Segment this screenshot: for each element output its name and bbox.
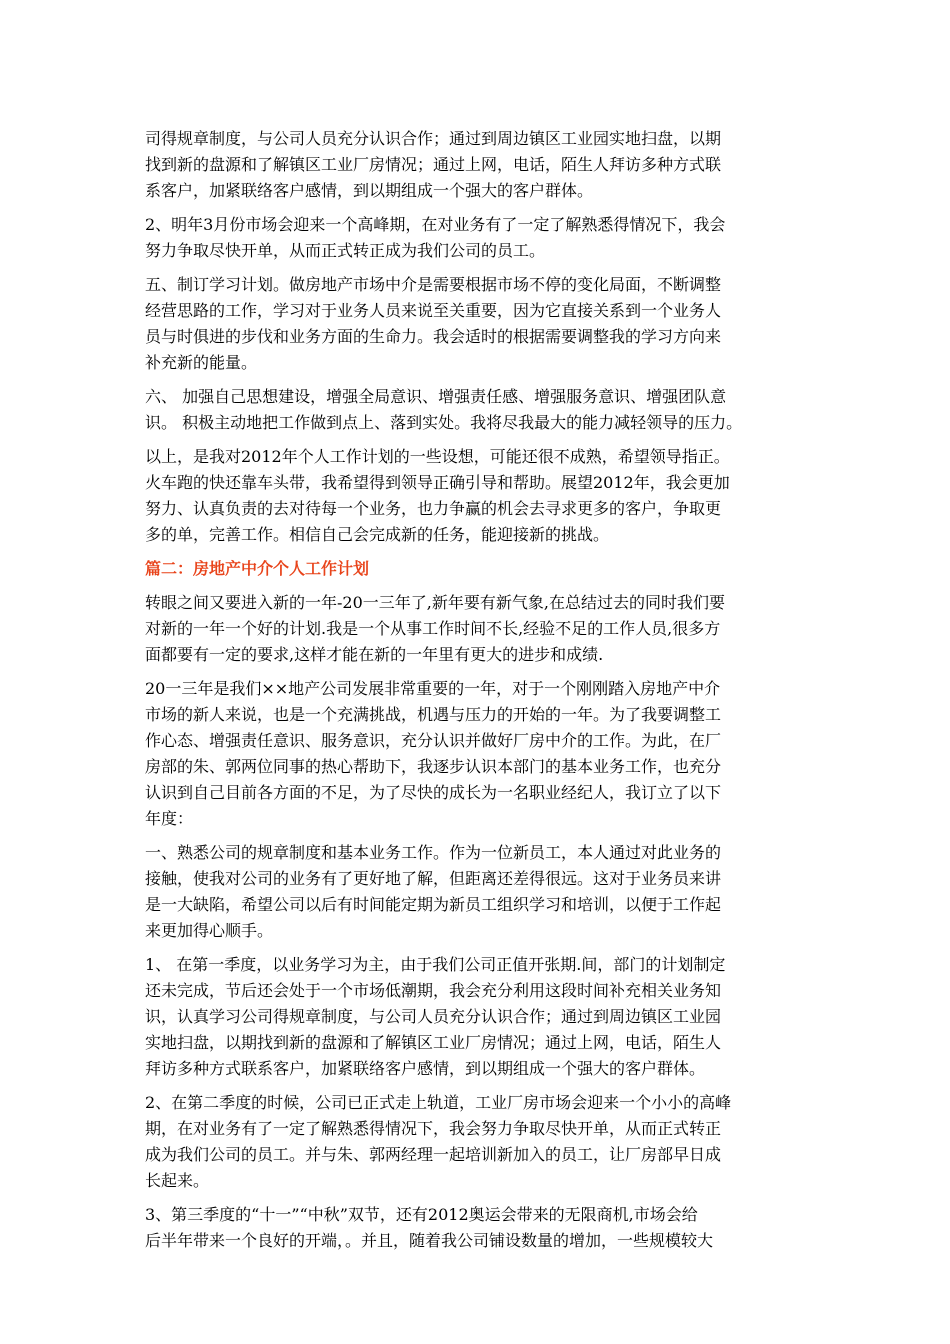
text-line: 对新的一年一个好的计划.我是一个从事工作时间不长,经验不足的工作人员,很多方 <box>145 619 721 638</box>
text-line: 房部的朱、郭两位同事的热心帮助下，我逐步认识本部门的基本业务工作，也充分 <box>145 757 722 776</box>
paragraph <box>145 126 811 204</box>
section-heading <box>145 556 811 582</box>
text-line: 多的单，完善工作。相信自己会完成新的任务，能迎接新的挑战。 <box>145 525 610 544</box>
paragraph <box>145 444 811 548</box>
text-line: 补充新的能量。 <box>145 353 258 372</box>
heading-text: 篇二：房地产中介个人工作计划 <box>145 559 370 578</box>
text-line: 识，认真学习公司得规章制度，与公司人员充分认识合作；通过到周边镇区工业园 <box>145 1007 722 1026</box>
text-line: 成为我们公司的员工。并与朱、郭两经理一起培训新加入的员工，让厂房部早日成 <box>145 1145 722 1164</box>
text-line: 一、熟悉公司的规章制度和基本业务工作。作为一位新员工，本人通过对此业务的 <box>145 843 722 862</box>
paragraph <box>145 840 811 944</box>
text-line: 转眼之间又要进入新的一年-20一三年了,新年要有新气象,在总结过去的同时我们要 <box>145 593 725 612</box>
paragraph <box>145 952 811 1082</box>
text-line: 六、 加强自己思想建设，增强全局意识、增强责任感、增强服务意识、增强团队意 <box>145 387 727 406</box>
paragraph <box>145 212 811 264</box>
text-line: 经营思路的工作，学习对于业务人员来说至关重要，因为它直接关系到一个业务人 <box>145 301 722 320</box>
text-line: 2、在第二季度的时候，公司已正式走上轨道，工业厂房市场会迎来一个小小的高峰 <box>145 1093 732 1112</box>
text-line: 面都要有一定的要求,这样才能在新的一年里有更大的进步和成绩. <box>145 645 604 664</box>
paragraph <box>145 1090 811 1194</box>
text-line: 后半年带来一个良好的开端，。并且，随着我公司铺设数量的增加，一些规模较大 <box>145 1231 714 1250</box>
text-line: 期，在对业务有了一定了解熟悉得情况下，我会努力争取尽快开单，从而正式转正 <box>145 1119 722 1138</box>
text-line: 是一大缺陷，希望公司以后有时间能定期为新员工组织学习和培训，以便于工作起 <box>145 895 722 914</box>
text-line: 员与时俱进的步伐和业务方面的生命力。我会适时的根据需要调整我的学习方向来 <box>145 327 722 346</box>
text-line: 1、 在第一季度，以业务学习为主，由于我们公司正值开张期.间，部门的计划制定 <box>145 955 726 974</box>
text-line: 拜访多种方式联系客户，加紧联络客户感情，到以期组成一个强大的客户群体。 <box>145 1059 706 1078</box>
text-line: 司得规章制度，与公司人员充分认识合作；通过到周边镇区工业园实地扫盘，以期 <box>145 129 722 148</box>
text-line: 找到新的盘源和了解镇区工业厂房情况；通过上网，电话，陌生人拜访多种方式联 <box>145 155 722 174</box>
document-body <box>145 126 811 1262</box>
text-line: 火车跑的快还靠车头带，我希望得到领导正确引导和帮助。展望2012年，我会更加 <box>145 473 730 492</box>
text-line: 来更加得心顺手。 <box>145 921 274 940</box>
paragraph <box>145 590 811 668</box>
text-line: 系客户，加紧联络客户感情，到以期组成一个强大的客户群体。 <box>145 181 594 200</box>
text-line: 识。 积极主动地把工作做到点上、落到实处。我将尽我最大的能力减轻领导的压力。 <box>145 413 743 432</box>
text-line: 年度： <box>145 809 194 828</box>
text-line: 还未完成，节后还会处于一个市场低潮期，我会充分利用这段时间补充相关业务知 <box>145 981 722 1000</box>
text-line: 努力、认真负责的去对待每一个业务，也力争赢的机会去寻求更多的客户，争取更 <box>145 499 722 518</box>
text-line: 3、第三季度的“十一”“中秋”双节，还有2012奥运会带来的无限商机,市场会给 <box>145 1205 698 1224</box>
paragraph <box>145 676 811 832</box>
text-line: 长起来。 <box>145 1171 210 1190</box>
text-line: 以上，是我对2012年个人工作计划的一些设想，可能还很不成熟，希望领导指正。 <box>145 447 730 466</box>
text-line: 2、明年3月份市场会迎来一个高峰期，在对业务有了一定了解熟悉得情况下，我会 <box>145 215 726 234</box>
text-line: 实地扫盘，以期找到新的盘源和了解镇区工业厂房情况；通过上网，电话，陌生人 <box>145 1033 722 1052</box>
text-line: 接触，使我对公司的业务有了更好地了解，但距离还差得很远。这对于业务员来讲 <box>145 869 722 888</box>
text-line: 市场的新人来说，也是一个充满挑战，机遇与压力的开始的一年。为了我要调整工 <box>145 705 722 724</box>
text-line: 努力争取尽快开单，从而正式转正成为我们公司的员工。 <box>145 241 546 260</box>
text-line: 五、制订学习计划。做房地产市场中介是需要根据市场不停的变化局面，不断调整 <box>145 275 722 294</box>
text-line: 作心态、增强责任意识、服务意识，充分认识并做好厂房中介的工作。为此，在厂 <box>145 731 722 750</box>
paragraph <box>145 384 811 436</box>
paragraph <box>145 1202 811 1254</box>
paragraph <box>145 272 811 376</box>
text-line: 20一三年是我们××地产公司发展非常重要的一年，对于一个刚刚踏入房地产中介 <box>145 679 721 698</box>
text-line: 认识到自己目前各方面的不足，为了尽快的成长为一名职业经纪人，我订立了以下 <box>145 783 722 802</box>
